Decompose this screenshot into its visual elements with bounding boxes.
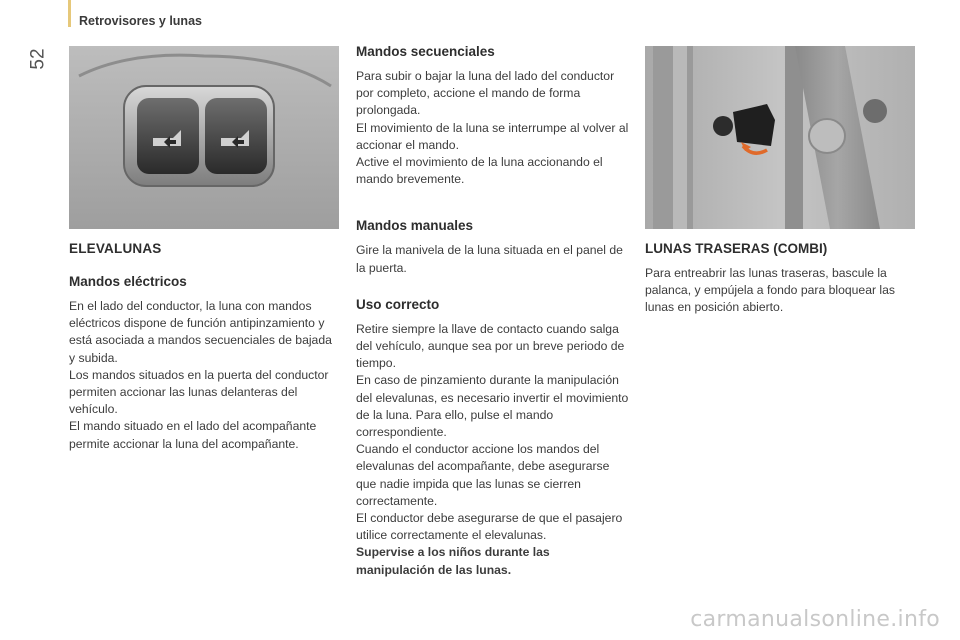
middle-column [356, 44, 631, 596]
correct-use-title: Uso correcto [356, 296, 440, 312]
manual-controls-text: Gire la manivela de la luna situada en el panel de la puerta. [356, 243, 623, 275]
electric-controls-section [69, 274, 339, 453]
electric-paragraph-2: Los mandos situados en la puerta del conductor permiten accionar las lunas delanteras del vehículo. [69, 367, 329, 417]
rear-window-latch-photo [645, 46, 915, 229]
sequential-controls-title: Mandos secuenciales [356, 44, 495, 59]
electric-controls-text [69, 298, 339, 453]
left-column [69, 46, 339, 470]
header-accent-bar [68, 0, 71, 27]
electric-paragraph-1: En el lado del conductor, la luna con mandos eléctricos dispone de función antipinzamiento y está asociada a mandos secuenciales de bajada y subida. [69, 299, 332, 365]
correct-use-paragraph-3: Cuando el conductor accione los mandos del elevalunas del acompañante, debe asegurarse que nadie impida que las lunas se cierren correctamente. [356, 442, 610, 508]
sequential-controls-section [356, 44, 631, 188]
sequential-controls-text [356, 68, 631, 188]
correct-use-paragraph-2: En caso de pinzamiento durante la manipulación del elevalunas, es necesario invertir el movimiento de la luna. Para ello, pulse el mando correspondiente. [356, 373, 629, 440]
sequential-paragraph-2: El movimiento de la luna se interrumpe al volver al accionar el mando. [356, 120, 629, 152]
electric-controls-title: Mandos eléctricos [69, 274, 187, 289]
elevalunas-heading: ELEVALUNAS [69, 241, 162, 256]
correct-use-paragraph-1: Retire siempre la llave de contacto cuando salga del vehículo, aunque sea por un breve periodo de tiempo. [356, 321, 625, 371]
rear-windows-text: Para entreabrir las lunas traseras, bascule la palanca, y empújela a fondo para bloquear las lunas en posición abierto. [645, 266, 896, 315]
site-watermark: carmanualsonline.info [690, 607, 940, 632]
correct-use-section [356, 297, 631, 579]
correct-use-text [356, 321, 631, 579]
rear-windows-section [645, 241, 915, 317]
section-title: Retrovisores y lunas [79, 14, 202, 28]
manual-controls-section [356, 218, 631, 276]
correct-use-paragraph-4: El conductor debe asegurarse de que el pasajero utilice correctamente el elevalunas. [356, 511, 623, 543]
window-switch-photo [69, 46, 339, 229]
manual-controls-title: Mandos manuales [356, 218, 474, 234]
page-number: 52 [27, 48, 49, 70]
electric-paragraph-3: El mando situado en el lado del acompañante permite accionar la luna del acompañante. [69, 419, 317, 451]
child-supervision-warning: Supervise a los niños durante las manipulación de las lunas. [356, 545, 550, 577]
right-column [645, 46, 915, 334]
sequential-paragraph-3: Active el movimiento de la luna accionando el mando brevemente. [356, 155, 603, 187]
rear-windows-title: LUNAS TRASERAS (COMBI) [645, 241, 828, 256]
sequential-paragraph-1: Para subir o bajar la luna del lado del conductor por completo, accione el mando de forma prolongada. [356, 69, 615, 118]
